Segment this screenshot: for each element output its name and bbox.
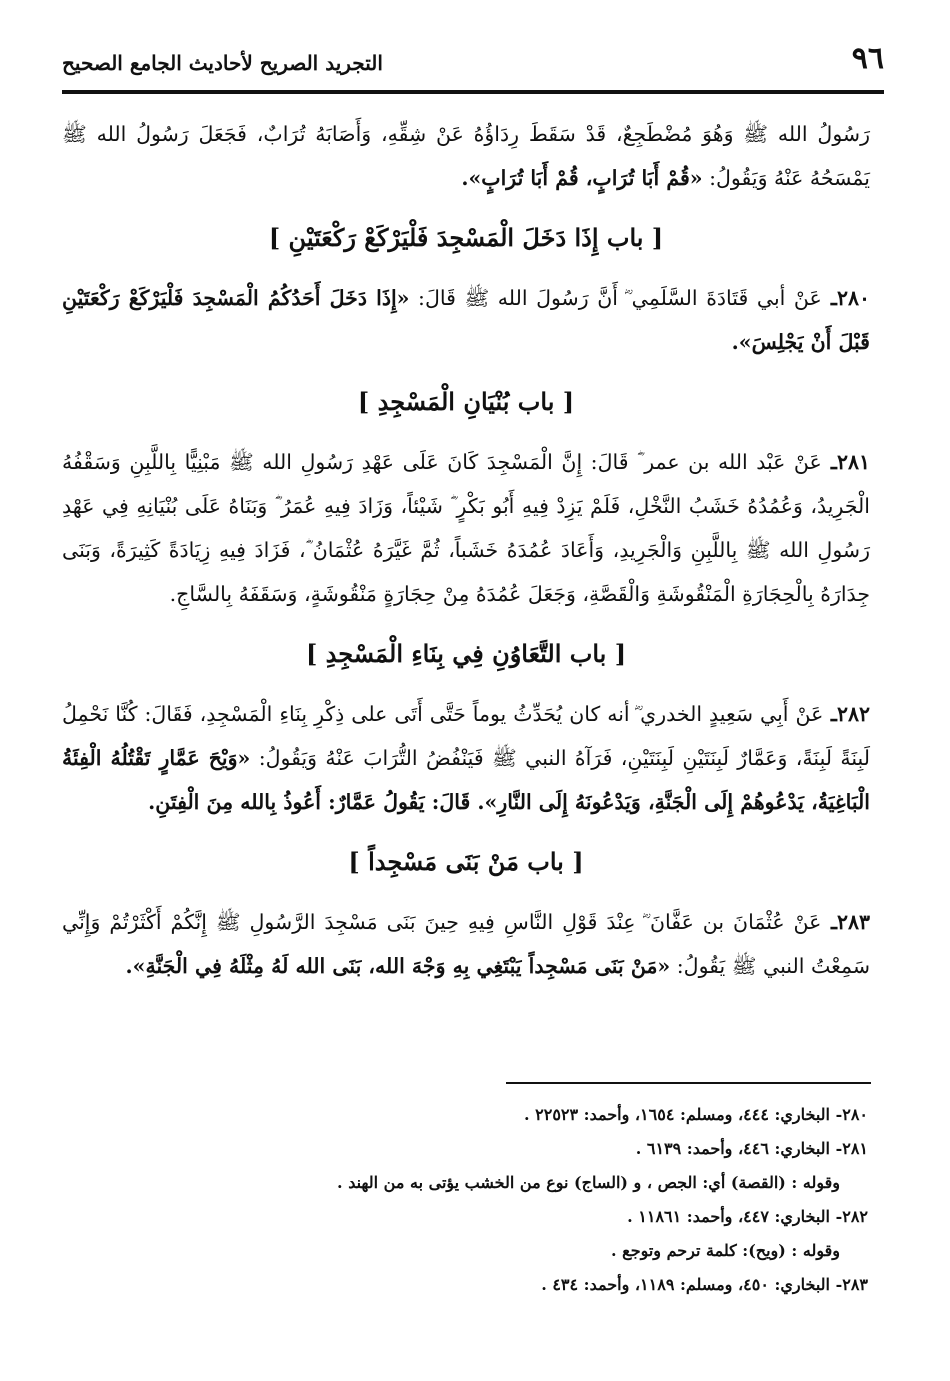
chapter-heading: [ باب التَّعَاوُنِ فِي بِنَاءِ الْمَسْجِدِ ] <box>305 639 627 668</box>
hadith-text: عَنْ أبي قَتَادَةَ السَّلَمِي ؓ أَنَّ رَسُولَ الله ﷺ قَالَ: <box>409 286 822 310</box>
footnote: ٢٨٢- البخاري: ٤٤٧، وأحمد: ١١٨٦١ . <box>627 1207 868 1226</box>
footnote: ٢٨٠- البخاري: ٤٤٤، ومسلم: ١٦٥٤، وأحمد: ٢٢٥٢٣ . <box>524 1105 868 1124</box>
chapter-heading: [ باب بُنْيَانِ الْمَسْجِدِ ] <box>357 387 575 416</box>
hadith-number: ٢٨٢ـ <box>823 702 870 726</box>
hadith-quote: «مَنْ بَنَى مَسْجِداً يَبْتَغِي بِهِ وَجْهَ الله، بَنَى الله لَهُ مِثْلَهُ فِي الْجَنَّةِ». <box>125 954 671 978</box>
chapter-heading: [ باب إِذَا دَخَلَ الْمَسْجِدَ فَلْيَرْكَعْ رَكْعَتَيْنِ ] <box>268 223 664 252</box>
hadith-paragraph <box>62 276 870 364</box>
header-rule <box>62 90 884 94</box>
hadith-number: ٢٨٣ـ <box>821 910 870 934</box>
hadith-text: عَنْ أَبِي سَعِيدٍ الخدري ؓ أنه كان يُحَدِّثُ يوماً حَتَّى أَتَى على ذِكْرِ بِنَاءِ الْمَسْجِدِ، فَقَالَ: كُنَّا نَحْمِلُ لَبِنَةً لَبِنَةً، وَعَمَّارٌ لَبِنَتَيْنِ لَبِنَتَيْنِ، فَرَآهُ النبي ﷺ فَيَنْفُضُ التُّرَابَ عَنْهُ وَيَقُولُ: <box>62 702 870 770</box>
hadith-text: عَنْ عَبْد الله بن عمر ؓ قَالَ: إِنَّ الْمَسْجِدَ كَانَ عَلَى عَهْدِ رَسُولِ الله ﷺ مَبْنِيًّا بِاللَّبِنِ وَسَقْفُهُ الْجَرِيدُ، وَعُمُدُهُ خَشَبُ النَّخْلِ، فَلَمْ يَزِدْ فِيهِ أَبُو بَكْرٍ ؓ شَيْئاً، وَزَادَ فِيهِ عُمَرُ ؓ وَبَنَاهُ عَلَى بُنْيَانِهِ فِي عَهْدِ رَسُولِ الله ﷺ بِاللَّبِنِ وَالْجَرِيدِ، وَأَعَادَ عُمُدَهُ خَشَباً، ثُمَّ غَيَّرَهُ عُثْمَانُ ؓ، فَزَادَ فِيهِ زِيَادَةً كَثِيرَةً، وَبَنَى جِدَارَهُ بِالْحِجَارَةِ الْمَنْقُوشَةِ وَالْقَصَّةِ، وَجَعَلَ عُمُدَهُ مِنْ حِجَارَةٍ مَنْقُوشَةٍ، وَسَقَفَهُ بِالسَّاجِ. <box>62 450 870 606</box>
hadith-number: ٢٨١ـ <box>821 450 870 474</box>
hadith-quote: «إِذَا دَخَلَ أَحَدُكُمُ الْمَسْجِدَ فَلْيَرْكَعْ رَكْعَتَيْنِ قَبْلَ أَنْ يَجْلِسَ». <box>62 286 870 354</box>
footnote: وقوله : (ويح): كلمة ترحم وتوجع . <box>611 1241 840 1260</box>
hadith-number: ٢٨٠ـ <box>821 286 870 310</box>
hadith-paragraph <box>62 440 870 616</box>
hadith-paragraph <box>62 692 870 824</box>
footnote: ٢٨١- البخاري: ٤٤٦، وأحمد: ٦١٣٩ . <box>635 1139 868 1158</box>
hadith-paragraph <box>62 900 870 988</box>
footnotes <box>62 1098 868 1302</box>
main-text <box>62 112 870 988</box>
page-number: ٩٦ <box>851 41 884 76</box>
hadith-text: عَنْ عُثْمَانَ بن عَفَّانَ ؓ عِنْدَ قَوْلِ النَّاسِ فِيهِ حِينَ بَنَى مَسْجِدَ الرَّسُولِ ﷺ إِنَّكُمْ أَكْثَرْتُمْ وَإِنِّي سَمِعْتُ النبي ﷺ يَقُولُ: <box>62 910 870 978</box>
hadith-paragraph <box>62 112 870 200</box>
book-title: التجريد الصريح لأحاديث الجامع الصحيح <box>62 51 383 75</box>
hadith-text: رَسُولُ الله ﷺ وَهُوَ مُضْطَجِعٌ، قَدْ سَقَطَ رِدَاؤُهُ عَنْ شِقِّهِ، وَأَصَابَهُ تُرَابٌ، فَجَعَلَ رَسُولُ الله ﷺ يَمْسَحُهُ عَنْهُ وَيَقُولُ: <box>62 122 870 190</box>
hadith-quote: «قُمْ أَبَا تُرَابٍ، قُمْ أَبَا تُرَابٍ». <box>461 166 703 190</box>
footnotes-rule <box>506 1082 871 1084</box>
hadith-quote: «وَيْحَ عَمَّارٍ تَقْتُلُهُ الْفِئَةُ الْبَاغِيَةُ، يَدْعُوهُمْ إِلَى الْجَنَّةِ، وَيَدْعُونَهُ إِلَى النَّارِ». قَالَ: يَقُولُ عَمَّارٌ: أَعُوذُ بِالله مِنَ الْفِتَنِ. <box>62 746 870 814</box>
footnote: ٢٨٣- البخاري: ٤٥٠، ومسلم: ١١٨٩، وأحمد: ٤٣٤ . <box>541 1275 868 1294</box>
chapter-heading: [ باب مَنْ بَنَى مَسْجِداً ] <box>348 847 584 876</box>
page-header <box>62 40 884 86</box>
footnote: وقوله : (القصة) أي: الجص ، و (الساج) نوع من الخشب يؤتى به من الهند . <box>337 1173 840 1192</box>
